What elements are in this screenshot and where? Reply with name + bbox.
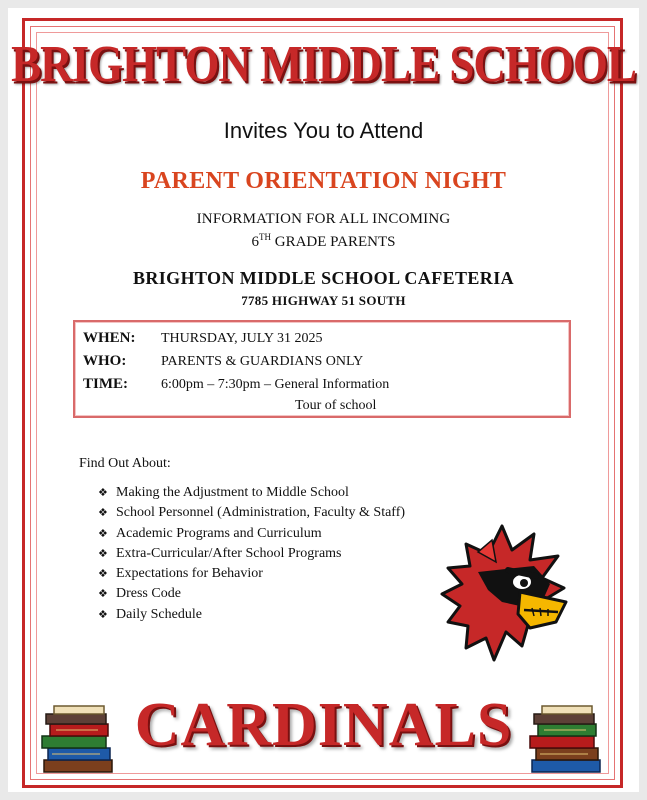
- list-item: ❖ School Personnel (Administration, Faculty & Staff): [98, 503, 405, 523]
- venue-address: 7785 HIGHWAY 51 SOUTH: [241, 293, 406, 308]
- event-details-box: [73, 320, 571, 418]
- time-label: TIME:: [83, 376, 128, 392]
- who-value: PARENTS & GUARDIANS ONLY: [161, 354, 364, 369]
- school-title: BRIGHTON MIDDLE SCHOOL: [11, 35, 636, 93]
- diamond-bullet-icon: ❖: [98, 526, 108, 540]
- grade-number: 6: [251, 234, 260, 250]
- time-value: 6:00pm – 7:30pm – General Information: [161, 377, 390, 392]
- diamond-bullet-icon: ❖: [98, 486, 108, 499]
- mascot-title: CARDINALS: [134, 691, 513, 759]
- invites-text: Invites You to Attend: [223, 118, 424, 143]
- list-item: ❖ Extra-Curricular/After School Programs: [98, 544, 405, 564]
- diamond-bullet-icon: ❖: [98, 546, 108, 560]
- grade-suffix: TH: [259, 232, 272, 242]
- info-line-1: INFORMATION FOR ALL INCOMING: [196, 211, 451, 227]
- when-label: WHEN:: [83, 330, 136, 346]
- when-value: THURSDAY, JULY 31 2025: [161, 331, 323, 346]
- who-label: WHO:: [83, 353, 127, 369]
- list-item: ❖ Dress Code: [98, 584, 405, 604]
- topics-list: [98, 483, 405, 625]
- list-item: ❖ Making the Adjustment to Middle School: [98, 483, 405, 503]
- info-line-2: [0, 232, 647, 251]
- list-item: ❖ Daily Schedule: [98, 605, 405, 625]
- cardinal-mascot-icon: [438, 522, 568, 664]
- diamond-bullet-icon: ❖: [98, 607, 108, 621]
- diamond-bullet-icon: ❖: [98, 506, 108, 520]
- event-title: PARENT ORIENTATION NIGHT: [140, 168, 507, 194]
- find-out-heading: Find Out About:: [79, 456, 171, 471]
- list-item: ❖ Academic Programs and Curriculum: [98, 524, 405, 544]
- info-line-2-rest: GRADE PARENTS: [271, 234, 396, 250]
- diamond-bullet-icon: ❖: [98, 567, 108, 581]
- diamond-bullet-icon: ❖: [98, 587, 108, 601]
- time-value-2: Tour of school: [295, 398, 377, 413]
- venue-name: BRIGHTON MIDDLE SCHOOL CAFETERIA: [132, 268, 515, 288]
- list-item: ❖ Expectations for Behavior: [98, 564, 405, 584]
